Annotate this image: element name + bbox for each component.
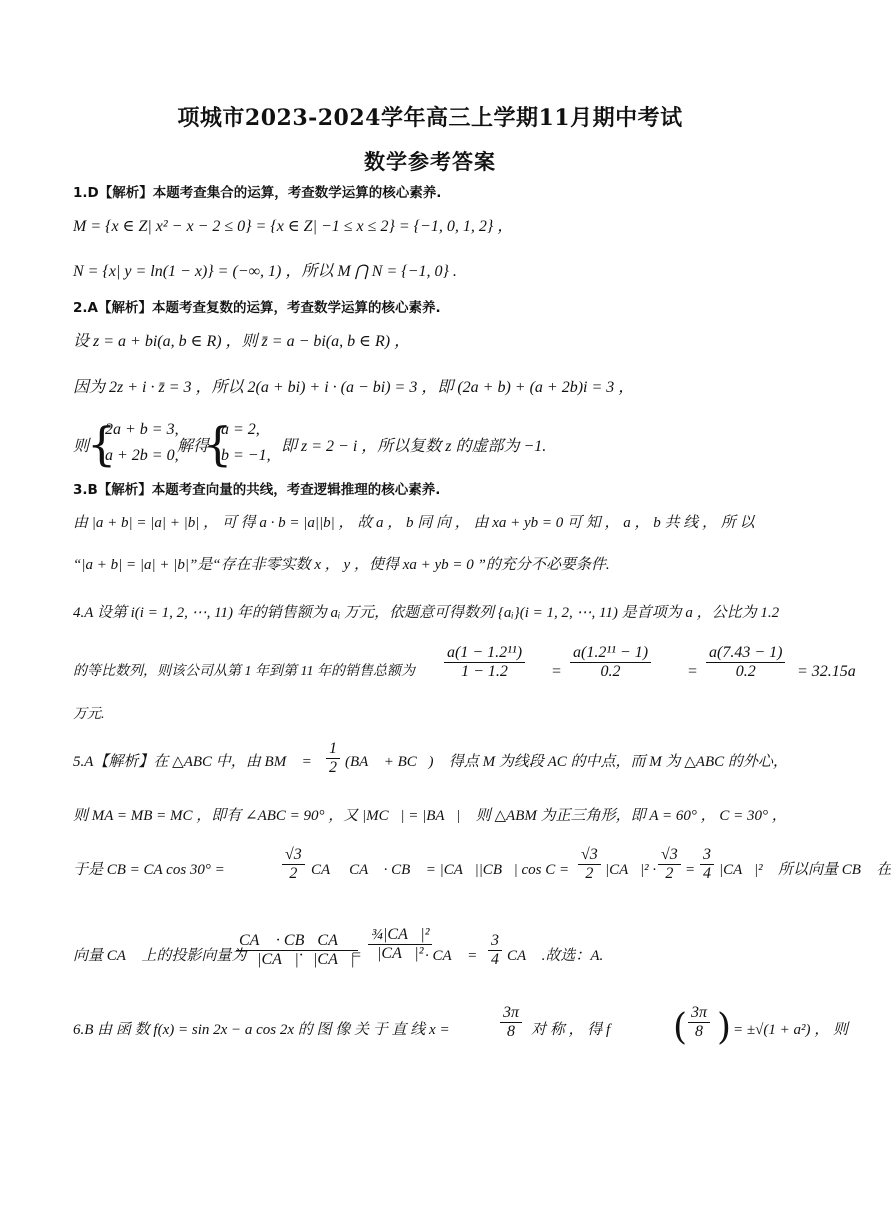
q5-l3-d: = [685,862,696,878]
q6-3pi-8-fraction-2: $\frac{3\pi}{8}$ [688,1004,710,1041]
q2-line-2: 因为 2z + i · z̄ = 3 ，所以 2(a + bi) + i · (a − bi) = 3 ，即 (2a + b) + (a + 2b)i = 3 ， [73,379,635,396]
q2-system1-eq2: a + 2b = 0, [105,447,179,464]
q5-l3-b: CA ， CA⃗ · CB⃗ = |CA⃗||CB⃗| cos C = [311,862,570,878]
q5-sqrt3-half-1: $\frac{√3}{2}$ [282,846,305,883]
q2-line-1: 设 z = a + bi(a, b ∈ R) ，则 z̄ = a − bi(a, b ∈ R) ， [73,333,411,350]
q1-line-1: M = {x ∈ Z| x² − x − 2 ≤ 0} = {x ∈ Z| −1 ≤ x ≤ 2} = {−1, 0, 1, 2} ， [73,218,514,235]
q4-line-2 [73,640,856,692]
q5-l4-b: · CA⃗ = [425,948,478,964]
q6-line-1 [73,1002,848,1054]
q6-l1-a: 6.B 由 函 数 f(x) = sin 2x − a cos 2x 的 图 像 关 于 直 线 x = [73,1022,450,1038]
q2-heading: 2.A【解析】本题考查复数的运算，考查数学运算的核心素养. [73,300,441,316]
q5-sqrt3-half-2: $\frac{√3}{2}$ [578,846,601,883]
q2-system1-eq1: 2a + b = 3, [105,421,179,438]
q6-paren-right: ) [717,1007,732,1048]
q5-line-1 [73,740,793,784]
q2-conclusion: 即 z = 2 − i ，所以复数 z 的虚部为 −1. [281,438,547,455]
q3-line-1: 由 |a + b| = |a| + |b| ， 可 得 a · b = |a||b| ， 故 a ， b 同 向 ， 由 xa + yb = 0 可 知 ， a ， b 共 线 ， 所 以 [73,515,755,531]
q5-projection-fraction-4: $\frac{3}{4}$ [488,932,502,969]
q5-line-2: 则 MA = MB = MC ，即有 ∠ABC = 90° ，又 |MC⃗| = |BA⃗| ，则 △ABM 为正三角形，即 A = 60° ， C = 30° ， [73,808,787,824]
q2-system1-brace: { [87,417,117,471]
q6-l1-b: 对 称 ， 得 f [531,1022,611,1038]
q6-3pi-8-fraction-1: $\frac{3\pi}{8}$ [500,1004,522,1041]
q6-paren-left: ( [673,1007,688,1048]
q6-l1-c: = ±√(1 + a²) ， 则 [733,1022,848,1038]
q4-fraction-3: $\frac{a(7.43 - 1)}{0.2}$ [706,644,785,681]
q5-projection-fraction-2: $\frac{CA⃗}{|CA⃗|}$ [310,932,358,969]
q5-projection-fraction-1: $\frac{CA⃗ \cdot CB⃗}{|CA⃗|}$ [236,932,320,969]
q2-solve-label: 解得 [177,438,210,455]
q5-projection-fraction-3: $\frac{\text{¾|CA⃗|²}}{\text{|CA⃗|²}}$ [368,926,432,963]
q2-line-3 [73,418,793,474]
q2-then-label: 则 [73,438,90,455]
q4-sum-text: 的等比数列，则该公司从第 1 年到第 11 年的销售总额为 [73,664,415,679]
q5-l1-start: 5.A【解析】在 △ABC 中，由 BM⃗ = [73,754,312,770]
q4-line-3: 万元. [73,707,105,722]
q4-eq-1: = [551,663,562,680]
q4-result: = 32.15a [797,663,856,680]
q1-line-2: N = {x| y = ln(1 − x)} = (−∞, 1) ，所以 M ⋂ N = {−1, 0} . [73,263,457,280]
q5-sqrt3-half-3: $\frac{√3}{2}$ [658,846,681,883]
page-subtitle: 数学参考答案 [364,149,496,174]
q5-l4-c: CA⃗ .故选：A. [507,948,604,964]
q2-system2-brace: { [203,417,233,471]
q3-line-2: “|a + b| = |a| + |b|”是“存在非零实数 x ， y ，使得 xa + yb = 0 ”的充分不必要条件. [73,557,610,573]
q4-fraction-2: $\frac{\text{a(1.2¹¹ − 1)}}{0.2}$ [570,644,651,681]
q4-eq-2: = [687,663,698,680]
q5-l4-eq: = [351,947,362,964]
q3-heading: 3.B【解析】本题考查向量的共线，考查逻辑推理的核心素养. [73,482,441,498]
q4-fraction-1: $\frac{\text{a(1 − 1.2¹¹)}}{1 - 1.2}$ [444,644,525,681]
q2-system2-eq2: b = −1, [221,447,271,464]
q1-heading: 1.D【解析】本题考查集合的运算，考查数学运算的核心素养. [73,185,442,201]
q5-l3-e: |CA⃗|² ，所以向量 CB⃗ 在 [719,862,891,878]
q5-three-quarters: $\frac{3}{4}$ [700,846,714,883]
q5-half-fraction: $\frac{1}{2}$ [326,740,340,777]
q5-line-4 [73,926,793,986]
q5-l3-a: 于是 CB = CA cos 30° = [73,862,225,878]
q4-line-1: 4.A 设第 i(i = 1, 2, ⋯, 11) 年的销售额为 aᵢ 万元，依题意可得数列 {aᵢ}(i = 1, 2, ⋯, 11) 是首项为 a ，公比为 1.2 [73,605,780,621]
q5-l1-end: (BA⃗ + BC⃗) ，得点 M 为线段 AC 的中点，而 M 为 △ABC 的外心， [345,754,788,770]
page-title: 项城市2023-2024学年高三上学期11月期中考试 [177,105,683,131]
q5-l4-dot: · [299,947,303,964]
q5-l4-a: 向量 CA⃗ 上的投影向量为 [73,948,247,964]
q5-l3-c: |CA⃗|² · [605,862,657,878]
q5-line-3 [73,846,891,892]
q2-system2-eq1: a = 2, [221,421,260,438]
